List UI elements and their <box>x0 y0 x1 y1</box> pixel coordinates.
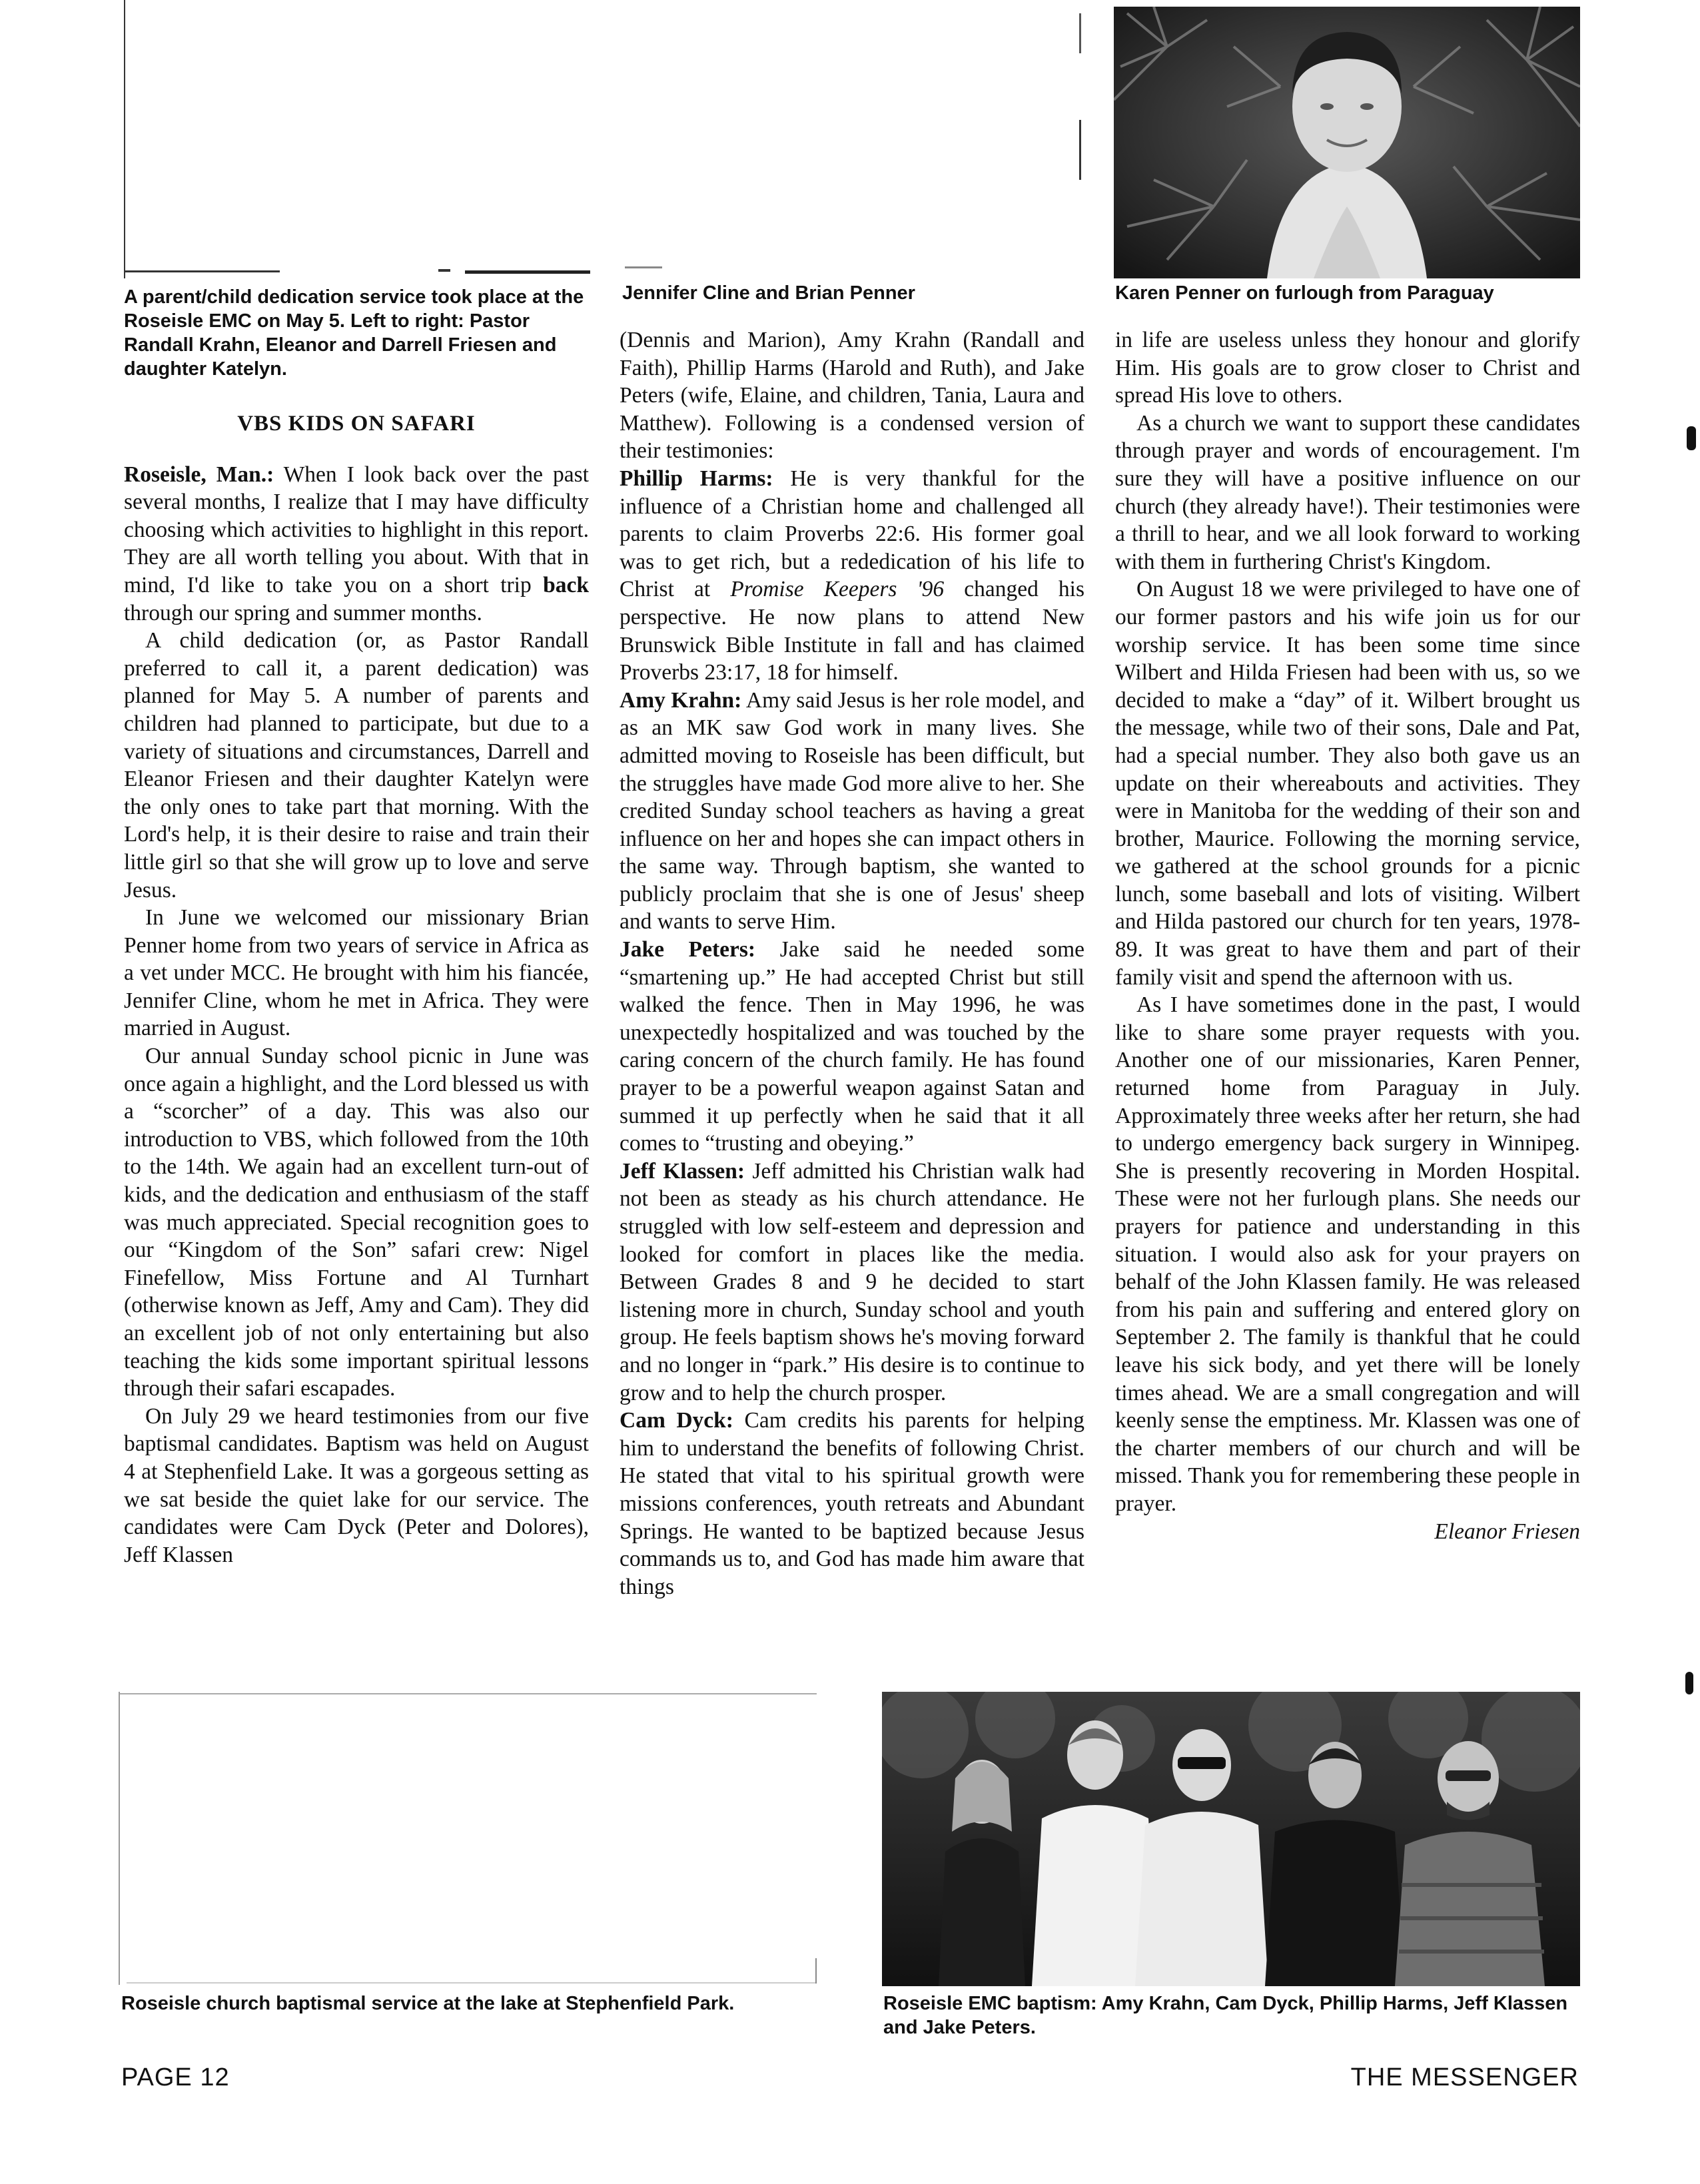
publication-name: THE MESSENGER <box>1350 2063 1579 2091</box>
dedication-photo-frame <box>124 0 589 278</box>
testimony-klassen: Jeff Klassen: Jeff admitted his Christian walk had not been as steady as his church attendance. He struggled with low self-esteem and depression and looked for comfort in places like the media. Between Grades 8 and 9 he decided to start listening more in church, Sunday school and youth group. He feels baptism shows he's moving forward and no longer in “park.” His desire is to continue to grow and to help the church prosper. <box>620 1158 1084 1405</box>
testimony-dyck: Cam Dyck: Cam credits his parents for helping him to understand the benefits of following Christ. He stated that vital to his spiritual growth were missions conferences, youth retreats and Abundant Springs. He wanted to be baptized because Jesus commands us to, and God has made him aware that things <box>620 1408 1084 1599</box>
karen-photo-image <box>1114 7 1580 278</box>
article-column-1 <box>124 410 589 1569</box>
col1-paragraph-2: A child dedication (or, as Pastor Randall preferred to call it, a parent dedication) was planned for May 5. A number of parents and children had planned to participate, but due to a variety of situations and circumstances, Darrell and Eleanor Friesen and their daughter Katelyn were the only ones to take part that morning. With the Lord's help, it is their desire to raise and train their little girl so that she will grow up to love and serve Jesus. <box>124 628 589 903</box>
col1-paragraph-5: On July 29 we heard testimonies from our five baptismal candidates. Baptism was held on August 4 at Stephenfield Lake. It was a gorgeous setting as we sat beside the quiet lake for our service. The candidates were Cam Dyck (Peter and Dolores), Jeff Klassen <box>124 1403 589 1567</box>
article-headline: VBS KIDS ON SAFARI <box>237 412 476 436</box>
edge-mark-right-1 <box>1687 426 1696 450</box>
article-column-3 <box>1115 326 1580 1545</box>
col1-paragraph-3: In June we welcomed our missionary Brian Penner home from two years of service in Africa as a vet under MCC. He brought with him his fiancée, Jennifer Cline, whom he met in Africa. They were married in August. <box>124 905 589 1041</box>
baptism-group-photo <box>882 1692 1580 1986</box>
col1-paragraph-1: Roseisle, Man.: When I look back over the past several months, I realize that I may have difficulty choosing which activities to highlight in this report. They are all worth telling you about. With that in mind, I'd like to take you on a short trip back through our spring and summer months. <box>124 462 589 625</box>
page-number: PAGE 12 <box>121 2063 230 2091</box>
article-column-2 <box>620 326 1084 1601</box>
lake-caption: Roseisle church baptismal service at the lake at Stephenfield Park. <box>121 1993 735 2014</box>
col3-paragraph-1: As a church we want to support these candidates through prayer and words of encouragement. I'm sure they will have a positive influence on our church (they already have!). Their testimonies were a thrill to hear, and we all look forward to working with them in furthering Christ's Kingdom. <box>1115 410 1580 574</box>
col3-paragraph-0: in life are useless unless they honour and glorify Him. His goals are to grow closer to Christ and spread His love to others. <box>1115 328 1580 408</box>
karen-penner-photo <box>1114 7 1580 278</box>
baptism-photo-image <box>882 1692 1580 1986</box>
testimony-peters: Jake Peters: Jake said he needed some “smartening up.” He had accepted Christ but still walked the fence. Then in May 1996, he was unexpectedly hospitalized and was touched by the caring concern of the church family. He has found prayer to be a powerful weapon against Satan and summed it up perfectly when he said that it all comes to “trusting and obeying.” <box>620 937 1085 1156</box>
karen-caption: Karen Penner on furlough from Paraguay <box>1115 282 1494 304</box>
cline-photo-frame <box>618 0 1084 270</box>
cline-caption: Jennifer Cline and Brian Penner <box>622 282 915 304</box>
col1-paragraph-4: Our annual Sunday school picnic in June was once again a highlight, and the Lord blessed us with a “scorcher” of a day. This was also our introduction to VBS, which followed from the 10th to the 14th. We again had an excellent turn-out of kids, and the dedication and enthusiasm of the staff was much appreciated. Special recognition goes to our “Kingdom of the Son” safari crew: Nigel Finefellow, Miss Fortune and Al Turnhart (otherwise known as Jeff, Amy and Cam). They did an excellent job of not only entertaining but also teaching the kids some important spiritual lessons through their safari escapades. <box>124 1044 589 1401</box>
baptism-caption: Roseisle EMC baptism: Amy Krahn, Cam Dyck, Phillip Harms, Jeff Klassen and Jake Peters. <box>883 1993 1568 2038</box>
author-signature: Eleanor Friesen <box>1434 1519 1580 1544</box>
testimony-harms: Phillip Harms: He is very thankful for the influence of a Christian home and challenged all parents to claim Proverbs 22:6. His former goal was to get rich, but a rededication of his life to Christ at Promise Keepers '96 changed his perspective. He now plans to attend New Brunswick Bible Institute in fall and has claimed Proverbs 23:17, 18 for himself. <box>620 466 1085 685</box>
testimony-krahn: Amy Krahn: Amy said Jesus is her role model, and as an MK saw God work in many lives. She admitted moving to Roseisle has been difficult, but the struggles have made God more alive to her. She credited Sunday school teachers as having a great influence on her and hopes she can impact others in the same way. Through baptism, she wanted to publicly proclaim that she is one of Jesus' sheep and wants to serve Him. <box>620 687 1084 934</box>
dedication-caption: A parent/child dedication service took place at the Roseisle EMC on May 5. Left to right: Pastor Randall Krahn, Eleanor and Darrell Friesen and daughter Katelyn. <box>124 286 584 380</box>
col3-paragraph-3: As I have sometimes done in the past, I would like to share some prayer requests with you. Another one of our missionaries, Karen Penner, returned home from Paraguay in July. Approximately three weeks after her return, she had to undergo emergency back surgery in Winnipeg. She is presently recovering in Morden Hospital. These were not her furlough plans. She needs our prayers for patience and understanding in this situation. I would also ask for your prayers on behalf of the John Klassen family. He was released from his pain and suffering and entered glory on September 2. The family is thankful that he could leave his sick body, and yet there will be lonely times ahead. We are a small congregation and will keenly sense the emptiness. Mr. Klassen was one of the charter members of our church and will be missed. Thank you for remembering these people in prayer. <box>1115 992 1580 1516</box>
lake-photo-frame <box>119 1692 818 1985</box>
edge-mark-right-2 <box>1685 1672 1693 1694</box>
dateline: Roseisle, Man.: <box>124 462 274 487</box>
col3-paragraph-2: On August 18 we were privileged to have one of our former pastors and his wife join us for our worship service. It has been some time since Wilbert and Hilda Friesen had been with us, so we decided to make a “day” of it. Wilbert brought us the message, while two of their sons, Dale and Pat, had a special number. They also both gave us an update on their whereabouts and activities. They were in Manitoba for the wedding of their son and brother, Maurice. Following the morning service, we gathered at the school grounds for a picnic lunch, some baseball and lots of visiting. Wilbert and Hilda pastored our church for ten years, 1978-89. It was great to have them and part of their family visit and spend the afternoon with us. <box>1115 577 1580 990</box>
col2-paragraph-0: (Dennis and Marion), Amy Krahn (Randall and Faith), Phillip Harms (Harold and Ruth), and Jake Peters (wife, Elaine, and children, Tania, Laura and Matthew). Following is a condensed version of their testimonies: <box>620 328 1084 464</box>
